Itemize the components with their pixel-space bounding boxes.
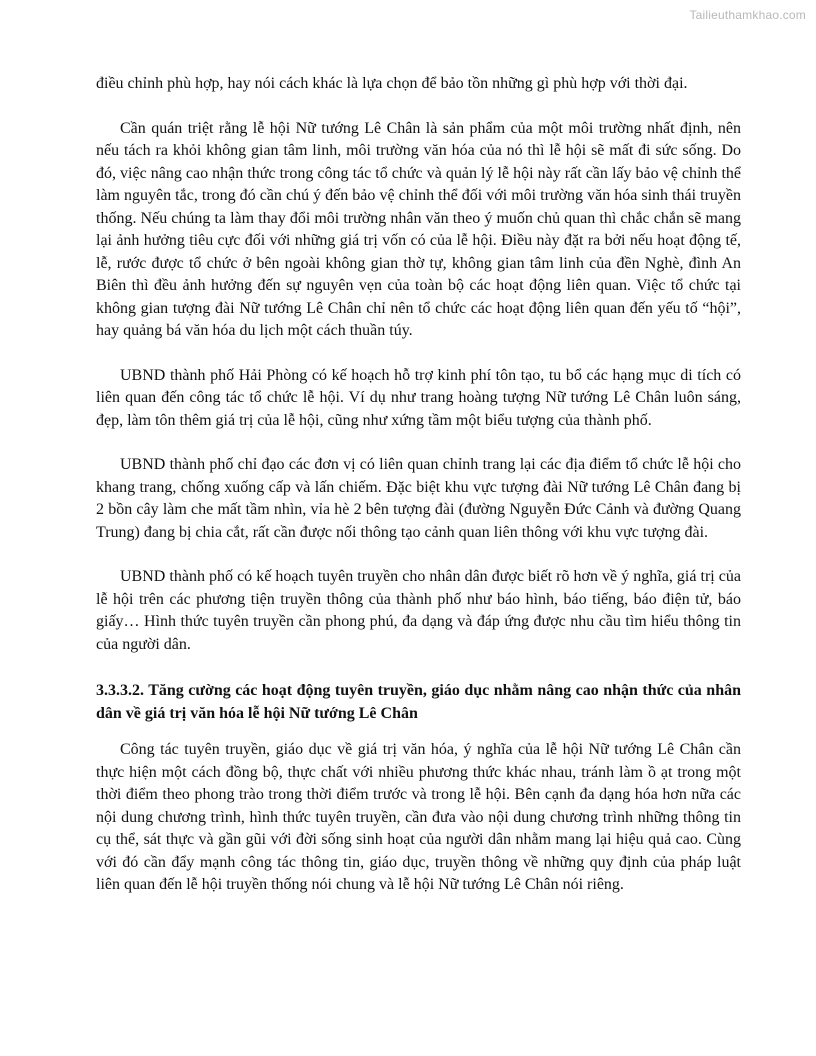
- document-page: [96, 73, 741, 897]
- paragraph-environment-principle: Cần quán triệt rằng lễ hội Nữ tướng Lê Chân là sản phẩm của một môi trường nhất định, nên nếu tách ra khỏi không gian tâm linh, môi trường văn hóa của nó thì lễ hội sẽ mất đi sức sống. Do đó, việc nâng cao nhận thức trong công tác tổ chức và quản lý lễ hội này rất cần lấy bảo vệ chỉnh thể làm nguyên tắc, trong đó cần chú ý đến bảo vệ chỉnh thể đối với môi trường văn hóa sinh thái truyền thống. Nếu chúng ta làm thay đổi môi trường nhân văn theo ý muốn chủ quan thì chắc chắn sẽ mang lại ảnh hưởng tiêu cực đối với những giá trị vốn có của lễ hội. Điều này đặt ra bởi nếu hoạt động tế, lễ, rước được tổ chức ở bên ngoài không gian thờ tự, không gian tâm linh của đền Nghè, đình An Biên thì đều ảnh hưởng đến sự nguyên vẹn của toàn bộ các hoạt động liên quan. Việc tổ chức tại không gian tượng đài Nữ tướng Lê Chân chỉ nên tổ chức các hoạt động liên quan đến yếu tố “hội”, hay quảng bá văn hóa du lịch một cách thuần túy.: [96, 119, 741, 339]
- paragraph-continuation: điều chỉnh phù hợp, hay nói cách khác là lựa chọn để bảo tồn những gì phù hợp với thời đại.: [96, 75, 688, 92]
- watermark-text: Tailieuthamkhao.com: [689, 8, 806, 22]
- paragraph-funding-plan: UBND thành phố Hải Phòng có kế hoạch hỗ trợ kinh phí tôn tạo, tu bổ các hạng mục di tích có liên quan đến công tác tổ chức lễ hội. Ví dụ như trang hoàng tượng Nữ tướng Lê Chân luôn sáng, đẹp, làm tôn thêm giá trị của lễ hội, cũng như xứng tầm một biểu tượng của thành phố.: [96, 366, 741, 429]
- paragraph-propaganda-plan: UBND thành phố có kế hoạch tuyên truyền cho nhân dân được biết rõ hơn về ý nghĩa, giá trị của lễ hội trên các phương tiện truyền thông của thành phố như báo hình, báo tiếng, báo điện tử, báo giấy… Hình thức tuyên truyền cần phong phú, đa dạng và đáp ứng được nhu cầu tìm hiểu thông tin của người dân.: [96, 568, 741, 653]
- paragraph-site-renovation: UBND thành phố chỉ đạo các đơn vị có liên quan chỉnh trang lại các địa điểm tổ chức lễ hội cho khang trang, chống xuống cấp và lấn chiếm. Đặc biệt khu vực tượng đài Nữ tướng Lê Chân đang bị 2 bồn cây làm che mất tầm nhìn, vỉa hè 2 bên tượng đài (đường Nguyễn Đức Cảnh và đường Quang Trung) đang bị chia cắt, rất cần được nối thông tạo cảnh quan liên thông với khu vực tượng đài.: [96, 456, 741, 541]
- section-heading: 3.3.3.2. Tăng cường các hoạt động tuyên truyền, giáo dục nhằm nâng cao nhận thức của nhân dân về giá trị văn hóa lễ hội Nữ tướng Lê Chân: [96, 682, 741, 722]
- paragraph-education-work: Công tác tuyên truyền, giáo dục về giá trị văn hóa, ý nghĩa của lễ hội Nữ tướng Lê Chân cần thực hiện một cách đồng bộ, thực chất với nhiều phương thức khác nhau, tránh làm ồ ạt trong một thời điểm theo phong trào trong thời điểm trước và trong lễ hội. Bên cạnh đa dạng hóa hơn nữa các nội dung chương trình, hình thức tuyên truyền, cần đưa vào nội dung chương trình những thông tin cụ thể, sát thực và gần gũi với đời sống sinh hoạt của người dân nhằm mang lại hiệu quả cao. Cùng với đó cần đẩy mạnh công tác thông tin, giáo dục, truyền thông về những quy định của pháp luật liên quan đến lễ hội truyền thống nói chung và lễ hội Nữ tướng Lê Chân nói riêng.: [96, 741, 741, 893]
